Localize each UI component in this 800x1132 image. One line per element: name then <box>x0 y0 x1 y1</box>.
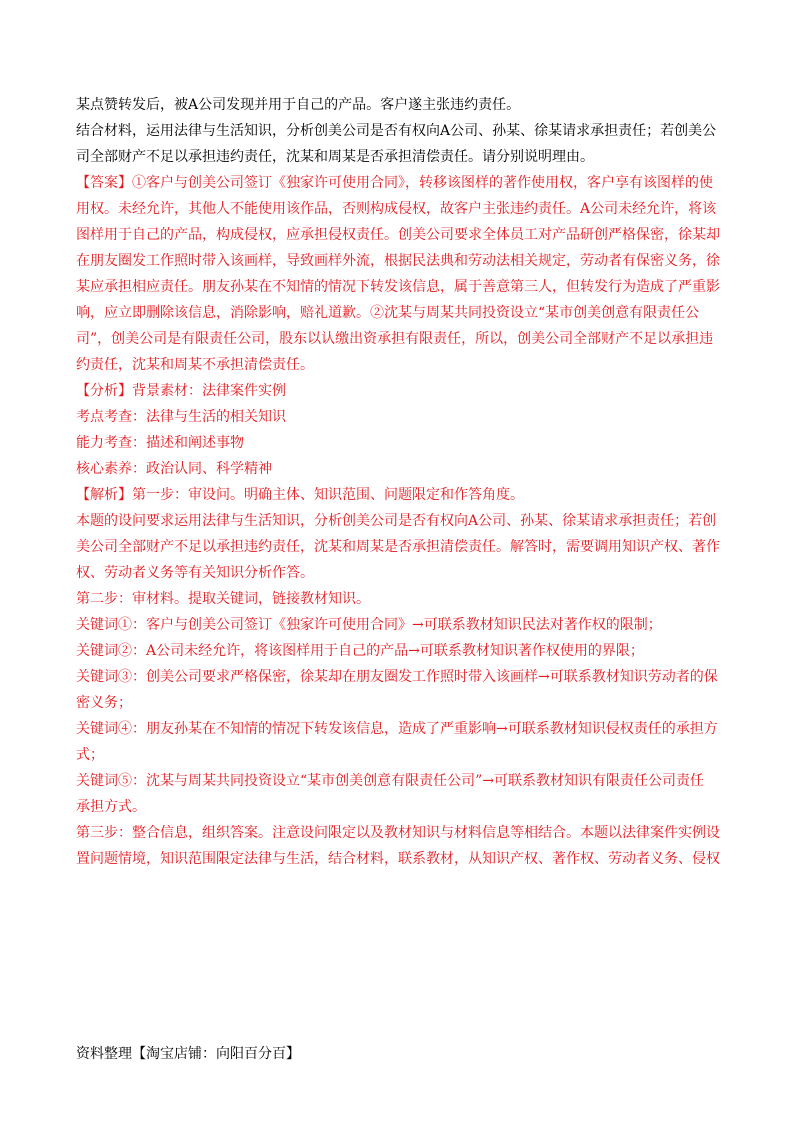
question-block <box>76 92 724 170</box>
question-line: 结合材料，运用法律与生活知识，分析创美公司是否有权向A公司、孙某、徐某请求承担责任；若创美公 <box>76 123 717 139</box>
explanation-line: 置问题情境，知识范围限定法律与生活，结合材料，联系教材，从知识产权、著作权、劳动者义务、侵权 <box>76 851 720 867</box>
explanation-line: 关键词③：创美公司要求严格保密，徐某却在朋友圈发工作照时带入该画样→可联系教材知识劳动者的保 <box>76 669 718 685</box>
answer-line: 图样用于自己的产品，构成侵权，应承担侵权责任。创美公司要求全体员工对产品研创严格保密，徐某却 <box>76 227 720 243</box>
explanation-line: 权、劳动者义务等有关知识分析作答。 <box>76 565 314 581</box>
explanation-block <box>76 482 724 872</box>
answer-line: 约责任，沈某和周某不承担清偿责任。 <box>76 357 314 373</box>
analysis-line: 核心素养：政治认同、科学精神 <box>76 461 272 477</box>
answer-line: 司”，创美公司是有限责任公司，股东以认缴出资承担有限责任，所以，创美公司全部财产不足以承担违 <box>76 331 714 347</box>
answer-line: 响，应立即删除该信息，消除影响，赔礼道歉。②沈某与周某共同投资设立“某市创美创意有限责任公 <box>76 305 700 321</box>
explanation-line: 第三步：整合信息，组织答案。注意设问限定以及教材知识与材料信息等相结合。本题以法律案件实例设 <box>76 825 720 841</box>
question-line: 司全部财产不足以承担违约责任，沈某和周某是否承担清偿责任。请分别说明理由。 <box>76 149 594 165</box>
analysis-line: 考点考查：法律与生活的相关知识 <box>76 409 286 425</box>
document-body <box>76 92 724 872</box>
page-footer: 资料整理【淘宝店铺：向阳百分百】 <box>76 1046 300 1062</box>
explanation-line: 承担方式。 <box>76 799 146 815</box>
question-line: 某点赞转发后，被A公司发现并用于自己的产品。客户遂主张违约责任。 <box>76 97 521 113</box>
explanation-line: 关键词②：A公司未经允许，将该图样用于自己的产品→可联系教材知识著作权使用的界限； <box>76 643 644 659</box>
answer-line: 在朋友圈发工作照时带入该画样，导致画样外流，根据民法典和劳动法相关规定，劳动者有保密义务，徐 <box>76 253 720 269</box>
analysis-line: 能力考查：描述和阐述事物 <box>76 435 244 451</box>
explanation-line: 关键词④：朋友孙某在不知情的情况下转发该信息，造成了严重影响→可联系教材知识侵权责任的承担方 <box>76 721 718 737</box>
explanation-line: 美公司全部财产不足以承担违约责任，沈某和周某是否承担清偿责任。解答时，需要调用知识产权、著作 <box>76 539 720 555</box>
explanation-line: 关键词①：客户与创美公司签订《独家许可使用合同》→可联系教材知识民法对著作权的限制； <box>76 617 662 633</box>
answer-line: 【答案】①客户与创美公司签订《独家许可使用合同》，转移该图样的著作使用权，客户享有该图样的使 <box>76 175 713 191</box>
answer-line: 用权。未经允许，其他人不能使用该作品，否则构成侵权，故客户主张违约责任。A公司未经允许，将该 <box>76 201 717 217</box>
explanation-line: 密义务； <box>76 695 132 711</box>
explanation-line: 式； <box>76 747 104 763</box>
explanation-line: 本题的设问要求运用法律与生活知识，分析创美公司是否有权向A公司、孙某、徐某请求承担责任；若创 <box>76 513 717 529</box>
analysis-block <box>76 378 724 482</box>
answer-line: 某应承担相应责任。朋友孙某在不知情的情况下转发该信息，属于善意第三人，但转发行为造成了严重影 <box>76 279 720 295</box>
answer-block <box>76 170 724 378</box>
explanation-line: 关键词⑤：沈某与周某共同投资设立“某市创美创意有限责任公司”→可联系教材知识有限责任公司责任 <box>76 773 705 789</box>
explanation-line: 第二步：审材料。提取关键词，链接教材知识。 <box>76 591 370 607</box>
analysis-line: 【分析】背景素材：法律案件实例 <box>76 383 286 399</box>
explanation-line: 【解析】第一步：审设问。明确主体、知识范围、问题限定和作答角度。 <box>76 487 524 503</box>
